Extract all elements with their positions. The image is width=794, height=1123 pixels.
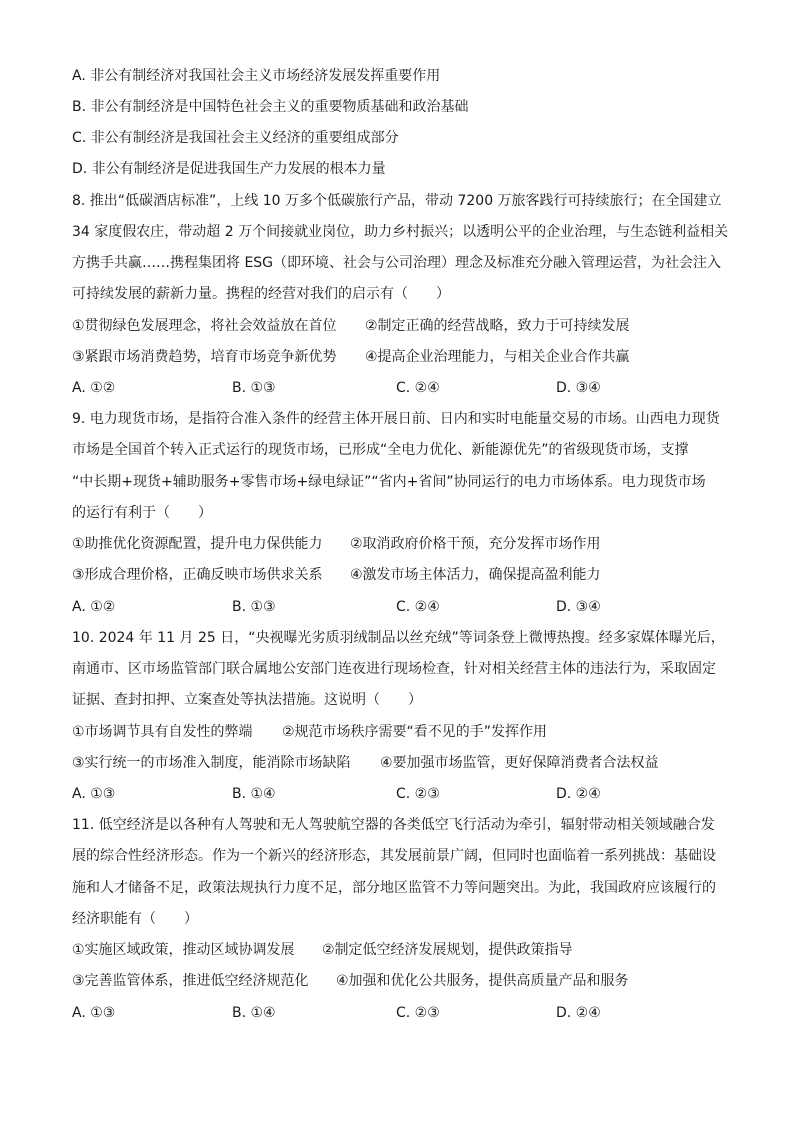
q9-statement-3: ③形成合理价格，正确反映市场供求关系 <box>72 567 323 583</box>
q8-statement-1: ①贯彻绿色发展理念，将社会效益放在首位 <box>72 318 337 334</box>
q9-stem-line: 市场是全国首个转入正式运行的现货市场，已形成“全电力优化、新能源优先”的省级现货市场，支撑 <box>72 442 689 458</box>
q11-statement-1: ①实施区域政策，推动区域协调发展 <box>72 942 295 958</box>
q11-statement-4: ④加强和优化公共服务，提供高质量产品和服务 <box>336 973 629 989</box>
q11-stem-line: 施和人才储备不足，政策法规执行力度不足，部分地区监管不力等问题突出。为此，我国政府应该履行的 <box>72 880 716 896</box>
q8-stem-line: 8. 推出“低碳酒店标准”，上线 10 万多个低碳旅行产品，带动 7200 万旅客践行可持续旅行；在全国建立 <box>72 193 722 209</box>
q8-stem-line: 方携手共赢……携程集团将 ESG（即环境、社会与公司治理）理念及标准充分融入管理运营，为社会注入 <box>72 255 722 271</box>
q11-stem-line: 展的综合性经济形态。作为一个新兴的经济形态，其发展前景广阔，但同时也面临着一系列挑战：基础设 <box>72 848 716 864</box>
q9-statement-1: ①助推优化资源配置，提升电力保供能力 <box>72 536 323 552</box>
q8-option-d: D. ③④ <box>556 380 601 396</box>
q9-option-c: C. ②④ <box>396 599 440 615</box>
q9-statement-2: ②取消政府价格干预，充分发挥市场作用 <box>350 536 601 552</box>
q8-stem-line: 34 家度假农庄，带动超 2 万个间接就业岗位，助力乡村振兴；以透明公平的企业治理，与生态链利益相关 <box>72 224 729 240</box>
q8-option-c: C. ②④ <box>396 380 440 396</box>
q9-option-d: D. ③④ <box>556 599 601 615</box>
q8-statement-2: ②制定正确的经营战略，致力于可持续发展 <box>365 318 630 334</box>
q11-option-b: B. ①④ <box>232 1005 276 1021</box>
q11-option-a: A. ①③ <box>72 1005 116 1021</box>
q7-option-c: C. 非公有制经济是我国社会主义经济的重要组成部分 <box>72 130 399 146</box>
q10-statement-4: ④要加强市场监管，更好保障消费者合法权益 <box>380 755 659 771</box>
q10-stem-line: 10. 2024 年 11 月 25 日，“央视曝光劣质羽绒制品以丝充绒”等词条登上微博热搜。经多家媒体曝光后， <box>72 630 725 646</box>
q9-option-b: B. ①③ <box>232 599 276 615</box>
q9-statement-4: ④激发市场主体活力，确保提高盈利能力 <box>350 567 601 583</box>
q8-statement-3: ③紧跟市场消费趋势，培育市场竞争新优势 <box>72 349 337 365</box>
q10-option-d: D. ②④ <box>556 786 601 802</box>
q11-stem-line: 11. 低空经济是以各种有人驾驶和无人驾驶航空器的各类低空飞行活动为牵引，辐射带动相关领域融合发 <box>72 817 715 833</box>
q8-statement-4: ④提高企业治理能力，与相关企业合作共赢 <box>365 349 630 365</box>
q10-statement-3: ③实行统一的市场准入制度，能消除市场缺陷 <box>72 755 351 771</box>
q8-option-a: A. ①② <box>72 380 116 396</box>
q10-statement-2: ②规范市场秩序需要“看不见的手”发挥作用 <box>282 724 548 740</box>
q11-statement-2: ②制定低空经济发展规划，提供政策指导 <box>322 942 573 958</box>
q10-statement-1: ①市场调节具有自发性的弊端 <box>72 724 253 740</box>
q8-stem-line: 可持续发展的薪新力量。携程的经营对我们的启示有（ ） <box>72 286 450 302</box>
q10-stem-line: 南通市、区市场监管部门联合属地公安部门连夜进行现场检查，针对相关经营主体的违法行为，采取固定 <box>72 661 716 677</box>
q7-option-d: D. 非公有制经济是促进我国生产力发展的根本力量 <box>72 161 386 177</box>
q11-option-d: D. ②④ <box>556 1005 601 1021</box>
q11-stem-line: 经济职能有（ ） <box>72 911 198 927</box>
q10-stem-line: 证据、查封扣押、立案查处等执法措施。这说明（ ） <box>72 692 422 708</box>
q9-stem-line: “中长期+现货+辅助服务+零售市场+绿电绿证”“省内+省间”协同运行的电力市场体系。电力现货市场 <box>72 474 706 490</box>
q9-stem-line: 9. 电力现货市场，是指符合准入条件的经营主体开展日前、日内和实时电能量交易的市场。山西电力现货 <box>72 411 720 427</box>
q8-option-b: B. ①③ <box>232 380 276 396</box>
q11-option-c: C. ②③ <box>396 1005 440 1021</box>
q9-option-a: A. ①② <box>72 599 116 615</box>
q11-statement-3: ③完善监管体系，推进低空经济规范化 <box>72 973 309 989</box>
q10-option-c: C. ②③ <box>396 786 440 802</box>
q10-option-a: A. ①③ <box>72 786 116 802</box>
q9-stem-line: 的运行有利于（ ） <box>72 505 212 521</box>
q7-option-a: A. 非公有制经济对我国社会主义市场经济发展发挥重要作用 <box>72 68 441 84</box>
q7-option-b: B. 非公有制经济是中国特色社会主义的重要物质基础和政治基础 <box>72 99 469 115</box>
q10-option-b: B. ①④ <box>232 786 276 802</box>
